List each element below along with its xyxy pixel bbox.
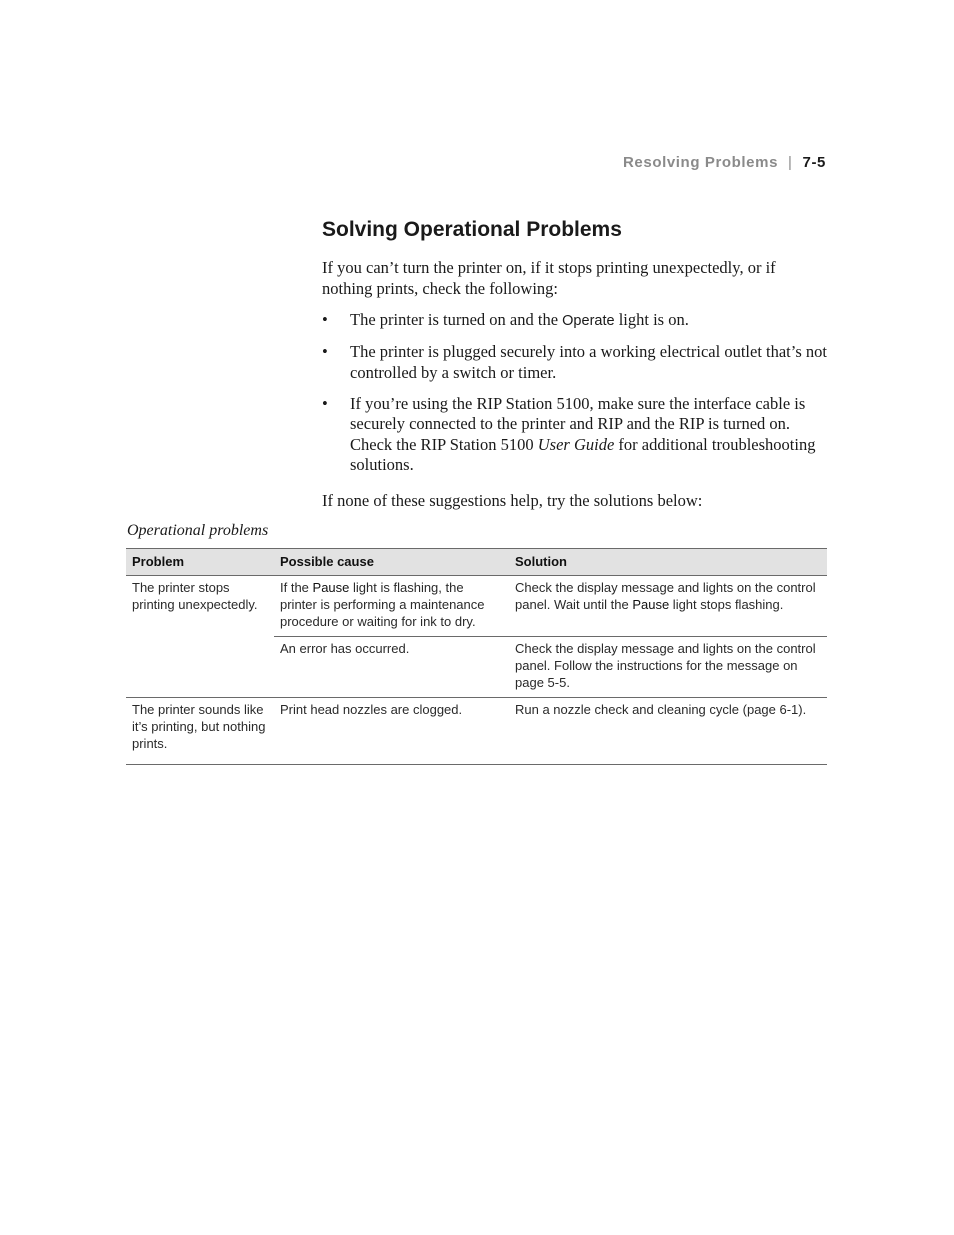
operate-term: Operate: [562, 313, 615, 329]
pause-term: Pause: [632, 597, 670, 612]
checklist-text: The printer is plugged securely into a working electrical outlet that’s not controlled by a switch or timer.: [350, 342, 827, 382]
section-heading: Solving Operational Problems: [322, 218, 622, 241]
checklist-text: If you’re using the RIP Station 5100, make sure the interface cable is securely connected to the printer and RIP and the RIP is turned on. Check the RIP Station 5100: [350, 393, 806, 454]
intro-paragraph: If you can’t turn the printer on, if it stops printing unexpectedly, or if nothing prints, check the following:: [322, 258, 776, 298]
checklist-text: for additional troubleshooting solutions.: [350, 434, 816, 474]
bullet-glyph: •: [322, 393, 328, 413]
problem-cell: The printer sounds like it’s printing, but nothing prints.: [126, 698, 274, 765]
problem-cell: The printer stops printing unexpectedly.: [126, 576, 274, 698]
cause-text: If the: [280, 580, 313, 595]
table-row: [126, 576, 827, 637]
header-possible-cause: Possible cause: [274, 549, 509, 576]
checklist-item: [322, 394, 828, 476]
checklist-text: The printer is turned on and the: [350, 310, 563, 329]
closing-paragraph: If none of these suggestions help, try the solutions below:: [322, 491, 703, 510]
table-caption: Operational problems: [127, 522, 269, 539]
checklist-item: [322, 310, 828, 332]
table-header-row: [126, 549, 827, 576]
cause-cell: Print head nozzles are clogged.: [274, 698, 509, 765]
cause-cell: [274, 576, 509, 637]
cause-text: light is flashing, the printer is performing a maintenance procedure or waiting for ink to dry.: [280, 580, 485, 629]
checklist-text: light is on.: [614, 310, 689, 329]
header-solution: Solution: [509, 549, 827, 576]
running-header: [623, 154, 826, 171]
bullet-glyph: •: [322, 310, 328, 329]
pause-term: Pause: [312, 580, 350, 595]
solution-cell: Run a nozzle check and cleaning cycle (page 6-1).: [509, 698, 827, 765]
table-row: [126, 698, 827, 765]
header-problem: Problem: [126, 549, 274, 576]
cause-cell: An error has occurred.: [274, 637, 509, 698]
solution-cell: [509, 576, 827, 637]
operational-problems-table: [126, 548, 827, 765]
checklist-item: [322, 342, 828, 383]
solution-cell: Check the display message and lights on the control panel. Follow the instructions for the message on page 5-5.: [509, 637, 827, 698]
solution-text: light stops flashing.: [669, 597, 784, 612]
header-section-title: Resolving Problems: [623, 154, 779, 171]
checklist: [322, 310, 828, 486]
header-separator: |: [788, 154, 793, 171]
solution-text: Check the display message and lights on the control panel. Wait until the: [515, 580, 816, 612]
bullet-glyph: •: [322, 342, 328, 361]
page-number: 7-5: [802, 154, 826, 171]
user-guide-title: User Guide: [537, 434, 615, 454]
